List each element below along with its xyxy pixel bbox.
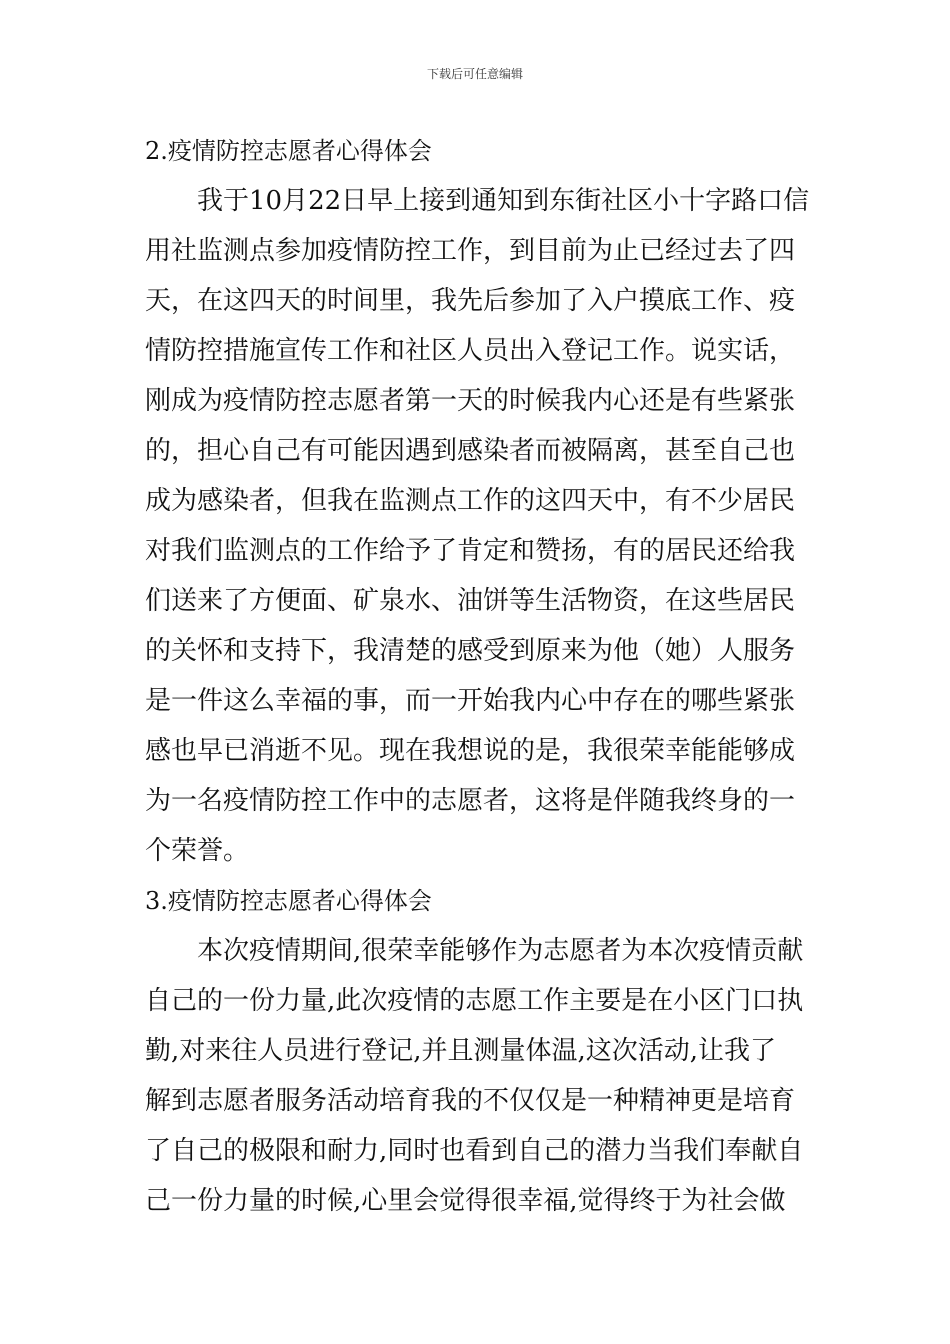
paragraph-line: 情防控措施宣传工作和社区人员出入登记工作。说实话， <box>145 336 796 366</box>
paragraph-line: 的关怀和支持下，我清楚的感受到原来为他（她）人服务 <box>145 636 796 666</box>
paragraph-line: 解到志愿者服务活动培育我的不仅仅是一种精神更是培育 <box>145 1086 796 1116</box>
paragraph-line: 成为感染者，但我在监测点工作的这四天中，有不少居民 <box>145 486 796 516</box>
paragraph-line: 自己的一份力量,此次疫情的志愿工作主要是在小区门口执 <box>145 986 804 1016</box>
paragraph-line: 勤,对来往人员进行登记,并且测量体温,这次活动,让我了 <box>145 1036 777 1066</box>
paragraph-line: 的，担心自己有可能因遇到感染者而被隔离，甚至自己也 <box>145 436 796 466</box>
paragraph-line: 们送来了方便面、矿泉水、油饼等生活物资，在这些居民 <box>145 586 796 616</box>
paragraph-line: 个荣誉。 <box>145 836 250 866</box>
paragraph-line: 用社监测点参加疫情防控工作，到目前为止已经过去了四 <box>145 236 796 266</box>
section-heading-3: 3.疫情防控志愿者心得体会 <box>145 887 432 915</box>
paragraph-line: 我于10月22日早上接到通知到东街社区小十字路口信 <box>197 186 810 216</box>
document-body <box>145 126 810 1226</box>
paragraph-line: 感也早已消逝不见。现在我想说的是，我很荣幸能能够成 <box>145 736 796 766</box>
paragraph-line: 了自己的极限和耐力,同时也看到自己的潜力当我们奉献自 <box>145 1136 804 1166</box>
paragraph-line: 刚成为疫情防控志愿者第一天的时候我内心还是有些紧张 <box>145 386 796 416</box>
paragraph-line: 天，在这四天的时间里，我先后参加了入户摸底工作、疫 <box>145 286 796 316</box>
section-paragraph-3 <box>145 926 807 1226</box>
page-header: 下载后可任意编辑 <box>426 67 523 81</box>
paragraph-line: 为一名疫情防控工作中的志愿者，这将是伴随我终身的一 <box>145 786 796 816</box>
paragraph-line: 是一件这么幸福的事，而一开始我内心中存在的哪些紧张 <box>145 686 796 716</box>
section-paragraph-2 <box>145 176 810 876</box>
paragraph-line: 己一份力量的时候,心里会觉得很幸福,觉得终于为社会做 <box>145 1186 786 1216</box>
section-heading-2: 2.疫情防控志愿者心得体会 <box>145 137 432 165</box>
paragraph-line: 对我们监测点的工作给予了肯定和赞扬，有的居民还给我 <box>145 536 796 566</box>
paragraph-line: 本次疫情期间,很荣幸能够作为志愿者为本次疫情贡献 <box>197 936 804 966</box>
